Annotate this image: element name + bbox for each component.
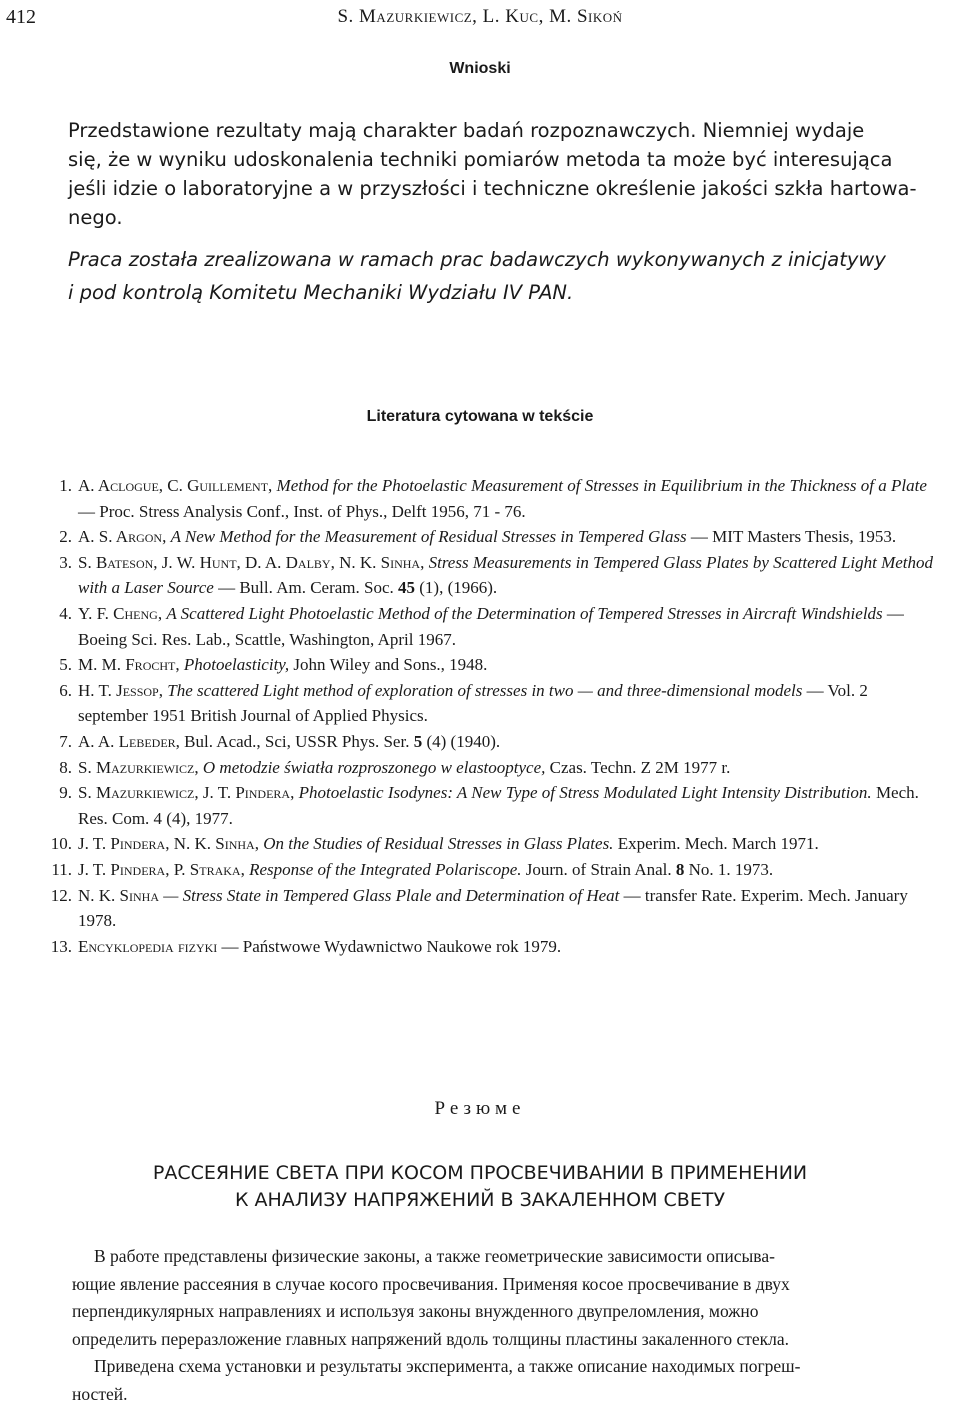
reference-source: — Boeing Sci. Res. Lab., Scattle, Washington, April 1967.: [78, 604, 904, 649]
reference-authors: M. M. Frocht,: [78, 655, 180, 674]
text-line: Приведена схема установки и результаты эксперимента, а также описание находимых погреш-: [72, 1353, 932, 1381]
reference-number: 12.: [40, 883, 72, 934]
page-number: 412: [6, 6, 36, 29]
reference-title: Response of the Integrated Polariscope.: [249, 860, 521, 879]
running-head: S. Mazurkiewicz, L. Kuc, M. Sikoń: [0, 6, 960, 28]
reference-source: — MIT Masters Thesis, 1953.: [691, 527, 896, 546]
reference-item: [40, 524, 940, 550]
reference-body: [72, 934, 561, 960]
reference-number: 7.: [40, 729, 72, 755]
reference-title: On the Studies of Residual Stresses in Glass Plates.: [263, 834, 613, 853]
reference-number: 1.: [40, 473, 72, 524]
reference-body: [72, 883, 940, 934]
reference-title: Method for the Photoelastic Measurement of Stresses in Equilibrium in the Thickness of a Plate: [277, 476, 927, 495]
reference-title: Stress Measurements in Tempered Glass Plates by Scattered Light Method with a Laser Source: [78, 553, 933, 598]
reference-item: [40, 678, 940, 729]
reference-number: 9.: [40, 780, 72, 831]
reference-source-tail: (4) (1940).: [426, 732, 500, 751]
text-line: i pod kontrolą Komitetu Mechaniki Wydziału IV PAN.: [68, 276, 931, 309]
summary-title-line: К АНАЛИЗУ НАПРЯЖЕНИЙ В ЗАКАЛЕННОМ СВЕТУ: [0, 1187, 960, 1214]
reference-number: 10.: [40, 831, 72, 857]
reference-authors: N. K. Sinha: [78, 886, 159, 905]
reference-authors: A. S. Argon,: [78, 527, 166, 546]
reference-title: Photoelasticity,: [184, 655, 289, 674]
reference-body: [72, 780, 940, 831]
reference-number: 5.: [40, 652, 72, 678]
reference-item: [40, 883, 940, 934]
reference-volume: 45: [398, 578, 415, 597]
reference-body: [72, 473, 940, 524]
reference-title: Photoelastic Isodynes: A New Type of Stress Modulated Light Intensity Distribution.: [299, 783, 872, 802]
reference-number: 2.: [40, 524, 72, 550]
reference-source-tail: (1), (1966).: [419, 578, 497, 597]
reference-body: [72, 831, 819, 857]
reference-body: [72, 550, 940, 601]
reference-source: Journ. of Strain Anal.: [526, 860, 672, 879]
reference-source: Bul. Acad., Sci, USSR Phys. Ser.: [184, 732, 409, 751]
reference-source: Czas. Techn. Z 2M 1977 r.: [550, 758, 731, 777]
references-heading: Literatura cytowana w tekście: [0, 408, 960, 426]
reference-authors: S. Mazurkiewicz,: [78, 758, 199, 777]
text-line: Przedstawione rezultaty mają charakter badań rozpoznawczych. Niemniej wydaje: [68, 116, 931, 145]
page-header: [0, 6, 960, 36]
reference-item: [40, 550, 940, 601]
reference-body: [72, 678, 940, 729]
reference-body: [72, 601, 940, 652]
reference-source: Mech. Res. Com. 4 (4), 1977.: [78, 783, 919, 828]
reference-number: 13.: [40, 934, 72, 960]
summary-title: [0, 1160, 960, 1214]
conclusions-paragraph: [68, 116, 931, 232]
reference-volume: 5: [414, 732, 423, 751]
text-line: определить переразложение главных напряжений вдоль толщины пластины закаленного стекла.: [72, 1326, 932, 1354]
reference-item: [40, 729, 940, 755]
text-line: Praca została zrealizowana w ramach prac badawczych wykonywanych z inicjatywy: [68, 243, 931, 276]
reference-source: — Bull. Am. Ceram. Soc.: [218, 578, 394, 597]
reference-item: [40, 934, 940, 960]
reference-item: [40, 857, 940, 883]
reference-title: A Scattered Light Photoelastic Method of the Determination of Tempered Stresses in Aircraft Windshields: [166, 604, 882, 623]
text-line: В работе представлены физические законы, а также геометрические зависимости описыва-: [72, 1243, 932, 1271]
text-line: ющие явление рассеяния в случае косого просвечивания. Применяя косое просвечивание в двух: [72, 1271, 932, 1299]
reference-source: John Wiley and Sons., 1948.: [293, 655, 487, 674]
reference-item: [40, 831, 940, 857]
reference-authors: A. Aclogue, C. Guillement,: [78, 476, 272, 495]
reference-list: [40, 473, 940, 959]
reference-number: 8.: [40, 755, 72, 781]
reference-body: [72, 857, 773, 883]
reference-body: [72, 755, 730, 781]
reference-title: The scattered Light method of exploration of stresses in two — and three-dimensional models: [167, 681, 802, 700]
reference-source: — Vol. 2 september 1951 British Journal of Applied Physics.: [78, 681, 868, 726]
reference-body: [72, 729, 500, 755]
reference-item: [40, 601, 940, 652]
text-line: перпендикулярных направлениях и используя законы внужденного двупреломления, можно: [72, 1298, 932, 1326]
reference-title: O metodzie światła rozproszonego w elastooptyce,: [203, 758, 546, 777]
summary-title-line: РАССЕЯНИЕ СВЕТА ПРИ КОСОМ ПРОСВЕЧИВАНИИ В ПРИМЕНЕНИИ: [0, 1160, 960, 1187]
reference-authors: Encyklopedia fizyki: [78, 937, 217, 956]
text-line: nego.: [68, 203, 931, 232]
reference-source-tail: No. 1. 1973.: [689, 860, 774, 879]
text-line: jeśli idzie o laboratoryjne a w przyszłości i techniczne określenie jakości szkła hartowa-: [68, 174, 931, 203]
reference-volume: 8: [676, 860, 685, 879]
reference-item: [40, 473, 940, 524]
reference-number: 6.: [40, 678, 72, 729]
text-line: się, że w wyniku udoskonalenia techniki pomiarów metoda ta może być interesująca: [68, 145, 931, 174]
reference-authors: S. Mazurkiewicz, J. T. Pindera,: [78, 783, 294, 802]
reference-authors: Y. F. Cheng,: [78, 604, 162, 623]
reference-source: — Państwowe Wydawnictwo Naukowe rok 1979.: [222, 937, 562, 956]
conclusions-heading: Wnioski: [0, 60, 960, 78]
reference-body: [72, 524, 896, 550]
reference-number: 11.: [40, 857, 72, 883]
reference-source: — transfer Rate. Experim. Mech. January 1978.: [78, 886, 908, 931]
reference-number: 4.: [40, 601, 72, 652]
reference-item: [40, 780, 940, 831]
reference-authors: S. Bateson, J. W. Hunt, D. A. Dalby, N. K. Sinha,: [78, 553, 424, 572]
reference-authors: H. T. Jessop,: [78, 681, 163, 700]
text-line: ностей.: [72, 1381, 932, 1408]
reference-source: Experim. Mech. March 1971.: [618, 834, 819, 853]
reference-item: [40, 652, 940, 678]
reference-source: — Proc. Stress Analysis Conf., Inst. of Phys., Delft 1956, 71 - 76.: [78, 502, 526, 521]
reference-authors: J. T. Pindera, N. K. Sinha,: [78, 834, 259, 853]
reference-number: 3.: [40, 550, 72, 601]
summary-heading: Резюме: [0, 1098, 960, 1120]
reference-item: [40, 755, 940, 781]
acknowledgement: [68, 243, 931, 309]
reference-authors: J. T. Pindera, P. Straka,: [78, 860, 245, 879]
reference-title: A New Method for the Measurement of Residual Stresses in Tempered Glass: [171, 527, 687, 546]
reference-title: — Stress State in Tempered Glass Plale and Determination of Heat: [163, 886, 619, 905]
reference-body: [72, 652, 487, 678]
reference-authors: A. A. Lebeder,: [78, 732, 180, 751]
summary-paragraph: [72, 1243, 932, 1408]
